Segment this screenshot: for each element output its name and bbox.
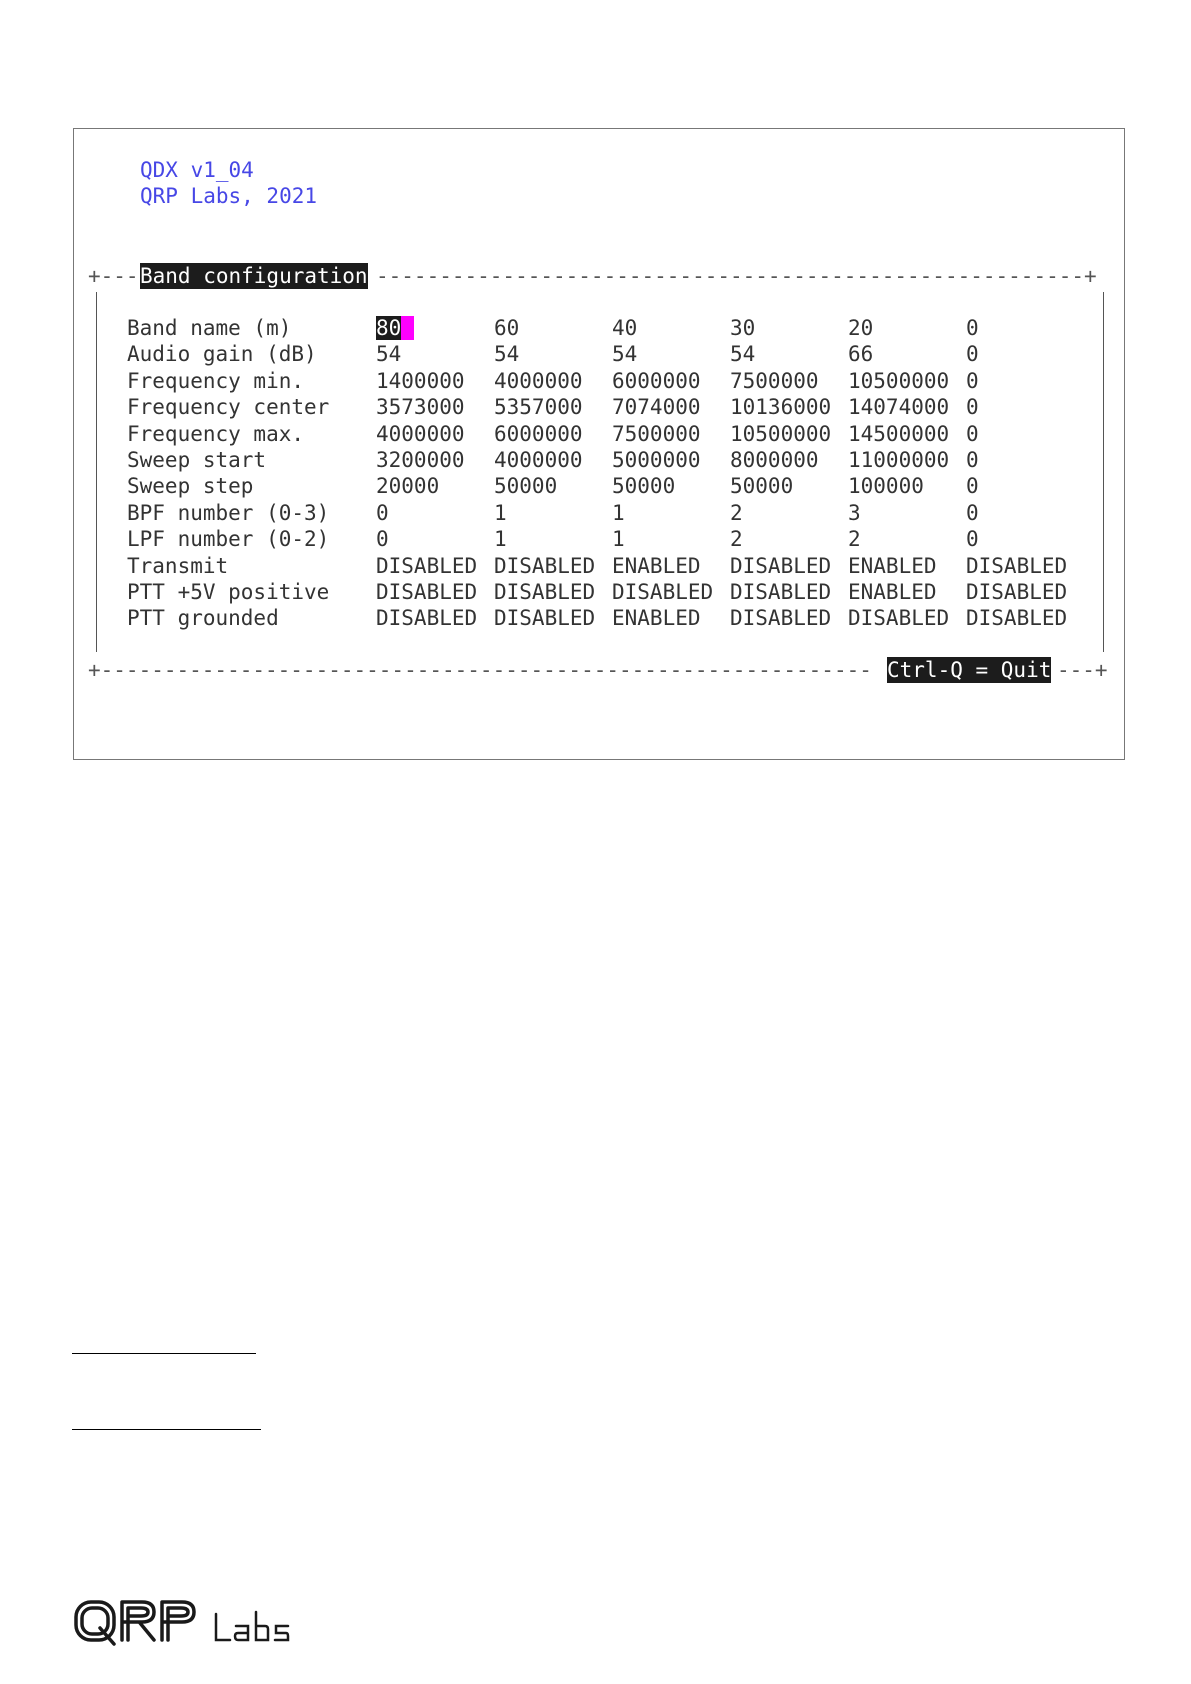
cell-value[interactable]: 20 [848, 316, 874, 340]
cell-value[interactable]: DISABLED [730, 580, 832, 604]
cell-value[interactable]: 5357000 [494, 395, 583, 420]
cell-value[interactable]: DISABLED [730, 606, 832, 631]
row-label: Transmit [127, 553, 229, 578]
cell-value[interactable]: 1 [612, 527, 625, 552]
cell-value[interactable]: 10500000 [848, 368, 950, 393]
text-cursor [401, 316, 414, 340]
selected-cell[interactable]: 80 [376, 316, 402, 340]
cell-value[interactable]: ENABLED [848, 553, 937, 578]
cell-value[interactable] [376, 315, 414, 341]
cell-value[interactable]: ENABLED [612, 606, 701, 631]
cell-value[interactable]: 0 [376, 527, 389, 552]
cell-value[interactable]: 1 [494, 527, 507, 552]
cell-value[interactable]: 0 [966, 448, 979, 472]
cell-value[interactable]: DISABLED [966, 553, 1068, 578]
cell-value[interactable]: 30 [730, 316, 756, 340]
cell-value[interactable]: DISABLED [376, 553, 478, 578]
cell-value[interactable]: 50000 [730, 474, 794, 499]
cell-value[interactable]: 40 [612, 316, 638, 340]
cell-value[interactable]: 0 [966, 527, 979, 552]
cell-value[interactable]: DISABLED [376, 580, 478, 604]
cell-value[interactable]: 4000000 [494, 448, 583, 472]
cell-value[interactable]: 54 [612, 342, 638, 367]
row-label: PTT +5V positive [127, 580, 330, 604]
cell-value[interactable]: 7500000 [612, 421, 701, 446]
cell-value[interactable]: 54 [376, 342, 402, 367]
cell-value[interactable]: DISABLED [494, 553, 596, 578]
panel-top-right-border: --------------------------------------------------------+ [376, 264, 1097, 288]
row-label: Sweep step [127, 474, 254, 499]
cell-value[interactable]: 0 [376, 500, 389, 525]
cell-value[interactable]: 1 [612, 500, 625, 525]
cell-value[interactable]: DISABLED [966, 606, 1068, 631]
cell-value[interactable]: 20000 [376, 474, 440, 499]
cell-value[interactable]: DISABLED [494, 606, 596, 631]
row-label: Frequency max. [127, 421, 305, 446]
copyright-text: QRP Labs, 2021 [140, 184, 318, 208]
cell-value[interactable]: 4000000 [376, 421, 465, 446]
footnote-separator-2 [72, 1429, 261, 1430]
cell-value[interactable]: 10136000 [730, 395, 832, 420]
cell-value[interactable]: 0 [966, 316, 979, 340]
cell-value[interactable]: 2 [730, 527, 743, 552]
cell-value[interactable]: 14074000 [848, 395, 950, 420]
panel-bottom-right-border: ---+ [1057, 658, 1108, 682]
cell-value[interactable]: 7074000 [612, 395, 701, 420]
cell-value[interactable]: DISABLED [848, 606, 950, 631]
cell-value[interactable]: 8000000 [730, 448, 819, 472]
cell-value[interactable]: 6000000 [494, 421, 583, 446]
cell-value[interactable]: 0 [966, 500, 979, 525]
cell-value[interactable]: 1400000 [376, 368, 465, 393]
cell-value[interactable]: 3573000 [376, 395, 465, 420]
panel-bottom-border: +------------------------------------------------------------- [88, 658, 872, 682]
panel-right-border [1103, 292, 1104, 652]
row-label: Sweep start [127, 448, 267, 472]
cell-value[interactable]: ENABLED [612, 553, 701, 578]
cell-value[interactable]: 60 [494, 316, 520, 340]
cell-value[interactable]: 0 [966, 368, 979, 393]
row-label: PTT grounded [127, 606, 279, 631]
cell-value[interactable]: 100000 [848, 474, 924, 499]
row-label: BPF number (0-3) [127, 500, 330, 525]
cell-value[interactable]: 4000000 [494, 368, 583, 393]
cell-value[interactable]: 3 [848, 500, 861, 525]
row-label: Frequency center [127, 395, 330, 420]
cell-value[interactable]: DISABLED [612, 580, 714, 604]
panel-left-border [96, 292, 97, 652]
cell-value[interactable]: 1 [494, 500, 507, 525]
cell-value[interactable]: DISABLED [730, 553, 832, 578]
qrp-labs-logo-graphic [72, 1596, 322, 1652]
cell-value[interactable]: 50000 [494, 474, 558, 499]
panel-title: Band configuration [140, 264, 368, 288]
cell-value[interactable]: 7500000 [730, 368, 819, 393]
cell-value[interactable]: DISABLED [376, 606, 478, 631]
cell-value[interactable]: 54 [730, 342, 756, 367]
quit-hint: Ctrl-Q = Quit [887, 658, 1052, 682]
cell-value[interactable]: 10500000 [730, 421, 832, 446]
cell-value[interactable]: 3200000 [376, 448, 465, 472]
row-label: Audio gain (dB) [127, 342, 317, 367]
cell-value[interactable]: 66 [848, 342, 874, 367]
cell-value[interactable]: 14500000 [848, 421, 950, 446]
panel-top-left-border: +--- [88, 264, 139, 288]
cell-value[interactable]: ENABLED [848, 580, 937, 604]
cell-value[interactable]: 54 [494, 342, 520, 367]
row-label: Frequency min. [127, 368, 305, 393]
version-text: QDX v1_04 [140, 158, 254, 182]
cell-value[interactable]: 6000000 [612, 368, 701, 393]
cell-value[interactable]: DISABLED [494, 580, 596, 604]
row-label: Band name (m) [127, 316, 292, 340]
cell-value[interactable]: 0 [966, 395, 979, 420]
cell-value[interactable]: 0 [966, 474, 979, 499]
cell-value[interactable]: DISABLED [966, 580, 1068, 604]
qrp-labs-logo [72, 1596, 322, 1656]
cell-value[interactable]: 2 [730, 500, 743, 525]
footnote-separator-1 [72, 1353, 256, 1354]
row-label: LPF number (0-2) [127, 527, 330, 552]
cell-value[interactable]: 11000000 [848, 448, 950, 472]
cell-value[interactable]: 0 [966, 342, 979, 367]
cell-value[interactable]: 5000000 [612, 448, 701, 472]
cell-value[interactable]: 0 [966, 421, 979, 446]
cell-value[interactable]: 2 [848, 527, 861, 552]
cell-value[interactable]: 50000 [612, 474, 676, 499]
